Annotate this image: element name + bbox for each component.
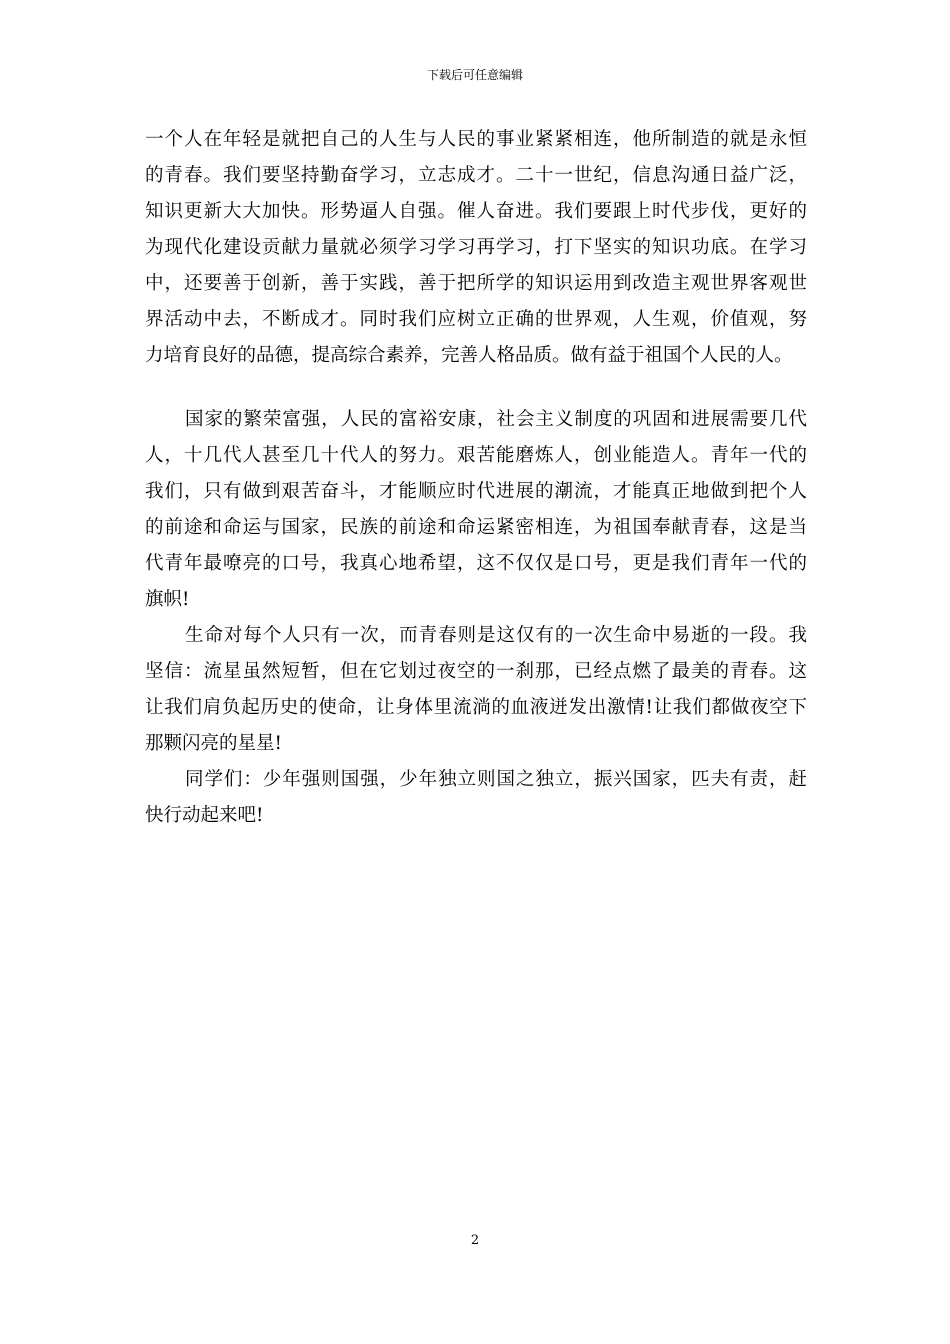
- text-line: 国家的繁荣富强，人民的富裕安康，社会主义制度的巩固和进展需要几代: [185, 409, 807, 430]
- text-line: 让我们肩负起历史的使命，让身体里流淌的血液迸发出激情!让我们都做夜空下: [145, 697, 807, 718]
- text-line: 坚信：流星虽然短暂，但在它划过夜空的一刹那，已经点燃了最美的青春。这: [145, 661, 807, 682]
- text-line: 那颗闪亮的星星!: [145, 733, 282, 754]
- paragraph: [145, 122, 807, 374]
- text-line: 中，还要善于创新，善于实践，善于把所学的知识运用到改造主观世界客观世: [145, 273, 807, 294]
- paragraph: [145, 402, 807, 618]
- text-line: 快行动起来吧!: [145, 805, 264, 826]
- page-number: 2: [470, 1233, 480, 1248]
- page-header: 下载后可任意编辑: [426, 68, 523, 82]
- text-line: 的前途和命运与国家，民族的前途和命运紧密相连，为祖国奉献青春，这是当: [145, 517, 807, 538]
- paragraph: [145, 618, 807, 762]
- text-line: 旗帜!: [145, 589, 190, 610]
- text-line: 力培育良好的品德，提高综合素养，完善人格品质。做有益于祖国个人民的人。: [145, 345, 793, 366]
- text-line: 为现代化建设贡献力量就必须学习学习再学习，打下坚实的知识功底。在学习: [145, 237, 807, 258]
- text-line: 界活动中去，不断成才。同时我们应树立正确的世界观，人生观，价值观，努: [145, 309, 807, 330]
- text-line: 知识更新大大加快。形势逼人自强。催人奋进。我们要跟上时代步伐，更好的: [145, 201, 807, 222]
- text-line: 我们，只有做到艰苦奋斗，才能顺应时代进展的潮流，才能真正地做到把个人: [145, 481, 807, 502]
- paragraph: [145, 762, 807, 834]
- text-line: 一个人在年轻是就把自己的人生与人民的事业紧紧相连，他所制造的就是永恒: [145, 129, 807, 150]
- document-body: [145, 122, 807, 834]
- text-line: 生命对每个人只有一次，而青春则是这仅有的一次生命中易逝的一段。我: [185, 625, 807, 646]
- text-line: 同学们：少年强则国强，少年独立则国之独立，振兴国家，匹夫有责，赶: [185, 769, 807, 790]
- text-line: 人，十几代人甚至几十代人的努力。艰苦能磨炼人，创业能造人。青年一代的: [145, 445, 807, 466]
- paragraph-spacer: [145, 374, 807, 402]
- text-line: 的青春。我们要坚持勤奋学习，立志成才。二十一世纪，信息沟通日益广泛，: [145, 165, 807, 186]
- text-line: 代青年最嘹亮的口号，我真心地希望，这不仅仅是口号，更是我们青年一代的: [145, 553, 807, 574]
